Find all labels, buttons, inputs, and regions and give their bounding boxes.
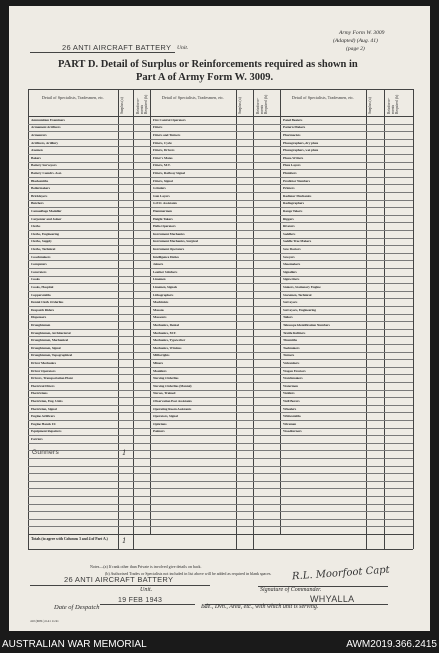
specialist-label: Saddle Tree Makers (283, 239, 312, 244)
specialist-label: Fitters, Signal (153, 178, 173, 183)
specialist-label: Watermen (283, 383, 298, 388)
specialist-label: Equipment Repairers (31, 429, 62, 434)
specialist-label: Machinists (153, 300, 169, 305)
specialist-label: Height Takers (153, 216, 173, 221)
specialist-label: Predictor Numbers (283, 178, 310, 183)
specialist-label: Grinders (153, 186, 166, 191)
footer-source: AUSTRALIAN WAR MEMORIAL (2, 639, 147, 650)
specialist-label: Blacksmiths (31, 178, 49, 183)
specialist-label: Photo-Writers (283, 155, 304, 160)
specialist-label: Miners (153, 361, 164, 365)
unit-stamp-2: 26 ANTI AIRCRAFT BATTERY (64, 575, 174, 584)
specialist-label: Axemen (31, 148, 43, 153)
group-rule (280, 89, 281, 534)
specialist-label: Photographers, dry plate (283, 140, 319, 145)
unit-line-2 (30, 585, 210, 586)
totals-surplus: 1 (122, 537, 127, 545)
bde-label: Bde., Dvn., Area, etc., with which unit is serving. (201, 604, 319, 610)
place-stamp: WHYALLA (310, 594, 355, 604)
despatch-line (100, 604, 195, 605)
reinforcements-column-header: Reinforce- ments Required (b) (256, 94, 268, 114)
specialist-label: Shoemakers (283, 262, 301, 267)
specialist-label: Storemen, Technical (283, 292, 312, 297)
specialist-label: Range Takers (283, 209, 303, 213)
unit-stamp: 26 ANTI AIRCRAFT BATTERY (62, 43, 172, 52)
specialist-label: Joiners (153, 262, 164, 267)
specialist-label: Intelligence Duties (153, 254, 179, 259)
specialist-label: Pattern Makers (283, 125, 306, 130)
detail-column-header: Detail of Specialists, Tradesmen, etc. (161, 95, 225, 100)
table-border-right (413, 89, 414, 549)
specialist-label: Gun Layers (153, 193, 170, 198)
specialist-label: Woodturners (283, 429, 302, 434)
specialist-label: Tinsmiths (283, 338, 297, 343)
header-rule (28, 116, 413, 117)
specialist-label: Armourers (31, 133, 47, 137)
specialist-label: Draughtsmen, Topographical (31, 353, 73, 358)
print-code: 410 (MEL) 6.41 11/41 (30, 619, 59, 623)
specialist-label: Observation Post Assistants (153, 399, 192, 403)
totals-label: Totals (to agree with Columns 3 and 4 of Part A.) (31, 537, 108, 541)
specialist-label: Masseurs (153, 315, 167, 320)
specialist-label: Opticians (153, 421, 167, 426)
specialist-label: Mechanics, Wireless (153, 345, 182, 350)
specialist-label: Clerks, Technical (31, 247, 56, 251)
surplus-column-header: Surplus (a) (238, 97, 242, 114)
specialist-label: Battery Comdrs. Asst. (31, 171, 62, 175)
detail-column-header: Detail of Specialists, Tradesmen, etc. (291, 95, 355, 100)
specialist-label: Cooks (31, 277, 40, 282)
specialist-label: Artificers, Artillery (31, 140, 59, 145)
specialist-label: Telescope Identification Numbers (283, 323, 330, 327)
specialist-label: Well Borers (283, 399, 300, 403)
specialist-label: Ammunition Examiners (31, 117, 65, 122)
specialist-label: Engine Hands I/C (31, 421, 57, 426)
specialist-label: Fitters and Turners (153, 133, 181, 137)
signature-label: Signature of Commander. (260, 587, 322, 593)
form-adapted: (Adapted) (Aug. 41) (333, 38, 378, 44)
specialist-label: Plate Layers (283, 163, 301, 168)
specialist-label: G.P.O. Assistants (153, 201, 177, 206)
specialist-label: Fitters, Drivers (153, 148, 175, 153)
specialist-label: Mechanics, Typewriter (153, 338, 186, 343)
specialist-label: Carpenter and Joiner (31, 216, 62, 221)
specialist-label: Hammermen (153, 209, 172, 213)
surplus-column-header: Surplus (a) (368, 97, 372, 114)
specialist-label: Linemen, Signals (153, 285, 178, 289)
specialist-label: Drivers, Transportation Plant (31, 376, 73, 381)
specialist-label: Tailors (283, 315, 293, 320)
specialist-label: Printers (283, 186, 295, 191)
specialist-label: Whitesmiths (283, 414, 301, 419)
specialist-label: Pharmacists (283, 133, 301, 137)
specialist-label: Electricians (31, 391, 48, 396)
specialist-label: Fitters (153, 125, 163, 130)
specialist-label: Electrician, Eng. Units (31, 399, 63, 403)
specialist-label: Fitters, M.T. (153, 163, 171, 168)
specialist-label: Saddlers (283, 231, 296, 236)
specialist-label: Watchmakers (283, 376, 303, 381)
specialist-label: Fire Control Operators (153, 117, 186, 122)
specialist-label: Coppersmiths (31, 292, 51, 297)
specialist-label: Riggers (283, 216, 294, 221)
specialist-label: Photographers, wet plate (283, 148, 319, 153)
specialist-label: Painters (153, 429, 165, 434)
specialist-label: Butchers (31, 201, 44, 206)
unit-label: Unit. (177, 45, 189, 51)
specialist-label: Radiographers (283, 201, 305, 206)
specialist-label: Welders (283, 391, 295, 396)
specialist-label: Coachmakers (31, 254, 51, 259)
gunners-surplus: 1 (122, 449, 127, 458)
specialist-label: Wiremen (283, 421, 297, 426)
form-page: (page 2) (346, 46, 365, 52)
specialist-label: Masons (153, 307, 164, 312)
specialist-label: Operating Room Assistants (153, 406, 192, 411)
specialist-label: Plumbers (283, 171, 297, 175)
specialist-label: Cooks, Hospital (31, 285, 54, 289)
specialist-label: Sawyers (283, 254, 295, 259)
specialist-label: Lithographers (153, 292, 174, 297)
specialist-label: Bricklayers (31, 193, 48, 198)
specialist-label: Riveters (283, 224, 295, 229)
specialist-label: Draughtsmen, Architectural (31, 330, 71, 335)
specialist-label: Farriers (31, 437, 43, 441)
specialist-label: Saw Doctors (283, 247, 301, 251)
specialist-label: Toolmakers (283, 345, 300, 350)
caption-bar (0, 636, 439, 653)
specialist-label: Fitters, Cycle (153, 140, 172, 145)
specialist-label: Surveyors (283, 300, 298, 305)
specialist-label: Signwriters (283, 277, 300, 282)
specialist-label: Nurses, Trained (153, 391, 176, 396)
specialist-label: Armament Artificers (31, 125, 61, 130)
specialist-label: Stokers, Stationary Engine (283, 285, 321, 289)
specialist-label: Panel Beaters (283, 117, 303, 122)
totals-rule (28, 534, 413, 535)
specialist-label: Signallers (283, 269, 297, 274)
note-b: (b) Authorised Trades or Specialists not included in list above will be added as required in blank spaces. (105, 571, 272, 576)
specialist-label: Operators, Signal (153, 414, 178, 419)
specialist-label: Engine Artificers (31, 414, 55, 419)
specialist-label: Driver Operators (31, 368, 56, 373)
despatch-date-stamp: 19 FEB 1943 (118, 597, 163, 604)
specialist-label: Wagon Erectors (283, 368, 306, 373)
specialist-label: Camouflage Modeller (31, 209, 62, 213)
specialist-label: Wheelers (283, 406, 297, 411)
specialist-label: Fitters, Railway Signal (153, 171, 185, 175)
specialist-label: Mechanics, Dental (153, 323, 179, 327)
specialist-label: Boilermakers (31, 186, 50, 191)
specialist-label: Fitter's Mates (153, 155, 173, 160)
part-heading-2: Part A of Army Form W. 3009. (136, 72, 274, 83)
specialist-label: Concreters (31, 269, 47, 274)
specialist-label: Leather Stitchers (153, 269, 178, 274)
note-a: Notes—(a) If rank other than Private is involved give details on back. (90, 564, 202, 569)
commander-signature: R.L. Moorfoot Capt (291, 564, 391, 583)
specialist-label: Dispensers (31, 315, 47, 320)
surplus-column-header: Surplus (a) (120, 97, 124, 114)
specialist-label: Nursing Orderlies (153, 376, 179, 381)
specialist-label: Dental Clerk Orderlies (31, 300, 64, 305)
gunners-entry: Gunners (32, 449, 60, 457)
specialist-label: Mechanics, M.T. (153, 330, 177, 335)
specialist-label: Radiator Mechanics (283, 193, 312, 198)
specialist-label: Instrument Mechanics, Surgical (153, 239, 198, 244)
specialist-label: Electrical Fitters (31, 383, 55, 388)
table-border-top (28, 89, 413, 90)
specialist-label: Clerks, Supply (31, 239, 52, 244)
specialist-label: Turners (283, 353, 295, 358)
group-rule (150, 89, 151, 534)
specialist-label: Electrician, Signal (31, 406, 57, 411)
specialist-label: Millwrights (153, 353, 170, 358)
specialist-label: Linemen (153, 277, 166, 282)
form-number: Army Form W. 3009 (339, 30, 385, 36)
specialist-label: Vulcanizers (283, 361, 300, 365)
reinforcements-column-header: Reinforce- ments Required (b) (136, 94, 148, 114)
specialist-label: Bakers (31, 155, 41, 160)
despatch-label: Date of Despatch (54, 604, 100, 611)
specialist-label: Draughtsmen, Mechanical (31, 338, 69, 343)
specialist-label: Moulders (153, 368, 167, 373)
specialist-label: Clerks (31, 224, 41, 229)
specialist-label: Instrument Mechanics (153, 231, 185, 236)
specialist-label: Draughtsmen (31, 323, 51, 327)
specialist-label: Instrument Operators (153, 247, 185, 251)
specialist-label: Computers (31, 262, 47, 267)
table-border-bottom (28, 549, 413, 550)
footer-accession: AWM2019.366.2415 (346, 639, 437, 650)
specialist-label: Driver Mechanics (31, 361, 57, 365)
specialist-label: Surveyors, Engineering (283, 307, 316, 312)
detail-column-header: Detail of Specialists, Tradesmen, etc. (41, 95, 105, 100)
reinforcements-column-header: Reinforce- ments Required (b) (387, 94, 399, 114)
part-heading-1: PART D. Detail of Surplus or Reinforcements required as shown in (58, 59, 358, 70)
specialist-label: Nursing Orderlies (Mental) (153, 383, 192, 388)
specialist-label: Helio Operators (153, 224, 176, 229)
unit-label-2: Unit. (140, 587, 153, 593)
specialist-label: Draughtsmen, Signal (31, 345, 61, 350)
specialist-label: Battery Surveyors (31, 163, 57, 168)
specialist-label: Textile Refitters (283, 330, 306, 335)
specialist-label: Clerks, Engineering (31, 231, 60, 236)
unit-line (30, 52, 175, 53)
specialist-label: Despatch Riders (31, 307, 55, 312)
